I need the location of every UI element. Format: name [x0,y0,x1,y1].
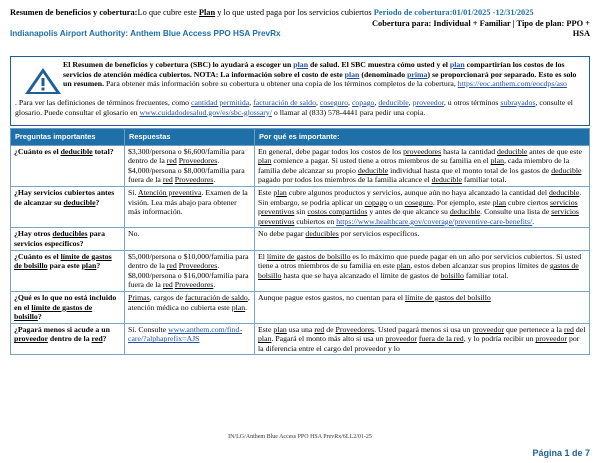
header-title-text-2: y lo que usted paga por los servicios cubiertos [215,8,374,17]
glossary-url-link[interactable]: www.cuidadodesalud.gov/es/sbc-glossary/ [139,107,272,117]
why-cell: Aunque pague estos gastos, no cuentan para el límite de gastos del bolsillo [255,291,590,323]
notice-plan-link[interactable]: plan [449,60,465,69]
question-cell: ¿Hay servicios cubiertos antes de alcanzar su deducible? [11,186,125,227]
header-title-plan: Plan [198,8,216,17]
header-title-text: Lo que cubre este [137,8,199,17]
question-cell: ¿Pagará menos si acude a un proveedor dentro de la red? [11,323,125,355]
notice-glossary-text: . Para ver las definiciones de términos frecuentes, como cantidad permitida, facturación de saldo, coseguro, copago, deducible, proveedor, u otros términos subrayados, consulte el glosario. Puede consultar el glosario en www.cuidadodesalud.gov/es/sbc-glossary/ o llamar al (833) 578-4441 para pedir una copia. [15,98,573,117]
header-title-bold: Resumen de beneficios y cobertura: [10,8,138,17]
document-header [10,8,590,40]
answer-cell: $3,300/persona o $6,600/familia para dentro de la red Proveedores. $4,000/persona o $8,000/familia para fuera de la red Proveedores. [125,145,255,186]
table-row [11,323,590,355]
why-cell: Este plan cubre algunos productos y servicios, aunque aún no haya alcanzado la cantidad del deducible. Sin embargo, se podría aplicar un copago o un coseguro. Por ejemplo, este plan cubre ciertos servicios preventivos sin costos compartidos y antes de que alcance su deducible. Consulte una lista de servicios preventivos cubiertos en https://www.healthcare.gov/coverage/preventive-care-benefits/. [255,186,590,227]
table-row [11,291,590,323]
answer-cell: No. [125,228,255,250]
table-row [11,250,590,291]
column-header-questions: Preguntas importantes [11,129,125,146]
coverage-period: Periodo de cobertura:01/01/2025 -12/31/2025 [373,8,534,17]
why-cell: No debe pagar deducibles por servicios específicos. [255,228,590,250]
notice-prima-link[interactable]: prima [407,69,428,79]
important-notice-box [10,56,590,126]
glossary-term-link[interactable]: facturación de saldo [253,98,316,107]
question-cell: ¿Hay otros deducibles para servicios específicos? [11,228,125,250]
table-row [11,228,590,250]
glossary-term-link[interactable]: proveedor [412,98,444,107]
glossary-term-link[interactable]: cantidad permitida [191,98,250,107]
table-header-row [11,129,590,146]
column-header-answers: Respuestas [125,129,255,146]
preventive-care-link[interactable]: https://www.healthcare.gov/coverage/preventive-care-benefits/ [336,216,533,226]
glossary-term-link[interactable]: copago [351,98,375,107]
question-cell: ¿Qué es lo que no está incluido en el límite de gastos de bolsillo? [11,291,125,323]
answer-cell: Sí. Consulte www.anthem.com/find-care/?alphaprefix=AJS [125,323,255,355]
answer-cell: $5,000/persona o $10,000/familia para dentro de la red Proveedores. $8,000/persona o $16,000/familia para fuera de la red Proveedores. [125,250,255,291]
question-cell: ¿Cuánto es el límite de gastos de bolsillo para este plan? [11,250,125,291]
why-cell: En general, debe pagar todos los costos de los proveedores hasta la cantidad deducible antes de que este plan comience a pagar. Si usted tiene a otros miembros de su familia en el plan, cada miembro de la familia debe alcanzar su propio deducible individual hasta que el monto total de los gastos de deducible pagado por todos los miembros de la familia alcance el deducible familiar total. [255,145,590,186]
page-number: Página 1 de 7 [532,448,590,458]
coverage-terms-link[interactable]: https://eoc.anthem.com/eocdps/aso [457,79,567,88]
footer-code: IN/LG/Anthem Blue Access PPO HSA PrevRx/6LL2/01-25 [228,434,372,440]
why-cell: Este plan usa una red de Proveedores. Usted pagará menos si usa un proveedor que pertenece a la red del plan. Pagará el monto más alto si usa un proveedor fuera de la red, y lo podría recibir un proveedor por la diferencia entre el cargo del proveedor y lo [255,323,590,355]
glossary-term-link[interactable]: coseguro [319,98,349,107]
coverage-type-line: Cobertura para: Individual + Familiar | Tipo de plan: PPO + [372,18,590,28]
header-title-line [10,8,590,19]
plan-name: Indianapolis Airport Authority: Anthem Blue Access PPO HSA PrevRx [10,29,281,38]
warning-triangle-icon [24,67,62,95]
answer-cell: Primas, cargos de facturación de saldo, atención médica no cubierta este plan. [125,291,255,323]
table-row [11,145,590,186]
notice-plan-link[interactable]: plan [344,69,360,79]
glossary-term-link[interactable]: deducible [378,98,409,107]
question-cell: ¿Cuánto es el deducible total? [11,145,125,186]
notice-summary: El Resumen de beneficios y cobertura (SBC) lo ayudará a escoger un plan de salud. El SBC muestra cómo usted y el plan compartirían los costos de los servicios de atención médica cubiertos. NOTA: La información sobre el costo de este plan (denominado prima) se proporcionará por separado. Esto es solo un resumen. Para obtener más información sobre su cobertura u obtener una copia de los términos completos de la cobertura, https://eoc.anthem.com/eocdps/aso [63,60,577,88]
find-care-link[interactable]: www.anthem.com/find-care/?alphaprefix=AJS [128,324,243,344]
answer-cell: Sí. Atención preventiva. Examen de la visión. Lea más abajo para obtener más información. [125,186,255,227]
plan-name-line [10,29,590,40]
notice-plan-link[interactable]: plan [293,60,309,69]
benefits-table [10,128,590,355]
glossary-term-link[interactable]: subrayados [500,98,536,107]
why-cell: El límite de gastos de bolsillo es lo máximo que puede pagar en un año por servicios cubiertos. Si usted tiene a otros miembros de su familia en este plan, estos deben alcanzar sus propios límites de gastos de bolsillo hasta que se haya alcanzado el límite de gastos de bolsillo familiar total. [255,250,590,291]
table-row [11,186,590,227]
column-header-why: Por qué es importante: [255,129,590,146]
plan-type-hsa: HSA [572,29,590,38]
